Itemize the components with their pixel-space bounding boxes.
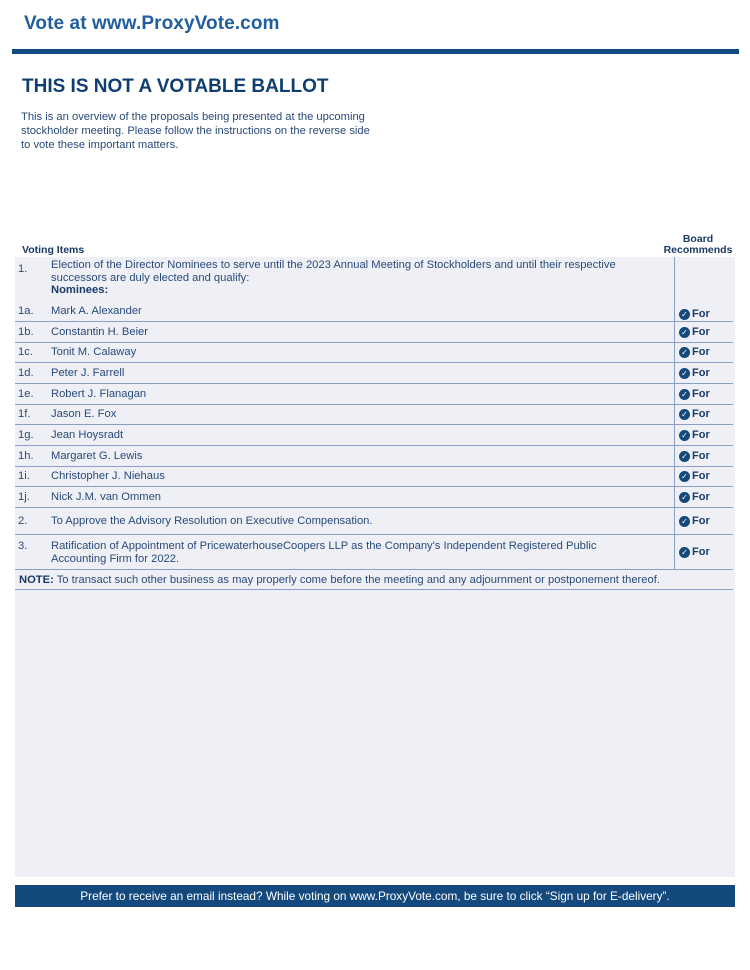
nominee-name: Margaret G. Lewis <box>51 450 143 462</box>
nominee-row <box>15 303 733 322</box>
voting-item-1-row <box>15 257 733 303</box>
check-circle-icon: ✓ <box>679 309 690 320</box>
nominee-row <box>15 405 733 425</box>
board-recommendation <box>679 450 710 462</box>
recommendation-label: For <box>692 346 710 358</box>
nominee-name: Robert J. Flanagan <box>51 388 147 400</box>
recommendation-label: For <box>692 308 710 320</box>
nominee-row <box>15 343 733 363</box>
recommendation-label: For <box>692 326 710 338</box>
column-divider <box>674 535 675 570</box>
nominee-name: Tonit M. Calaway <box>51 346 137 358</box>
note-label: NOTE: <box>19 574 54 586</box>
check-circle-icon: ✓ <box>679 516 690 527</box>
item-number: 1. <box>18 263 28 275</box>
nominee-row <box>15 487 733 508</box>
column-divider <box>674 487 675 508</box>
nominee-row <box>15 446 733 467</box>
column-divider <box>674 257 675 303</box>
column-divider <box>674 446 675 467</box>
ballot-title: THIS IS NOT A VOTABLE BALLOT <box>22 76 329 97</box>
nominees-label: Nominees: <box>51 284 109 296</box>
item-text: To Approve the Advisory Resolution on Executive Compensation. <box>51 515 373 527</box>
nominee-name: Jason E. Fox <box>51 408 117 420</box>
nominee-number: 1g. <box>18 429 34 441</box>
nominee-row <box>15 363 733 384</box>
nominee-number: 1h. <box>18 450 34 462</box>
check-circle-icon: ✓ <box>679 389 690 400</box>
recommendation-label: For <box>692 546 710 558</box>
nominee-name: Christopher J. Niehaus <box>51 470 165 482</box>
column-divider <box>674 467 675 487</box>
nominee-name: Mark A. Alexander <box>51 305 142 317</box>
item-number: 2. <box>18 515 28 527</box>
board-recommendation <box>679 408 710 420</box>
board-recommends-label-line1: Board <box>682 233 714 245</box>
board-recommendation <box>679 367 710 379</box>
proxyvote-header-link[interactable]: Vote at www.ProxyVote.com <box>24 13 280 34</box>
board-recommendation <box>679 546 710 558</box>
nominee-row <box>15 384 733 405</box>
check-circle-icon: ✓ <box>679 492 690 503</box>
item-1-description: Election of the Director Nominees to serve until the 2023 Annual Meeting of Stockholders and until their respective successors are duly elected and qualify: <box>51 259 616 284</box>
recommendation-label: For <box>692 388 710 400</box>
recommendation-label: For <box>692 408 710 420</box>
board-recommendation <box>679 470 710 482</box>
nominee-name: Peter J. Farrell <box>51 367 125 379</box>
voting-item-3-row <box>15 535 733 570</box>
recommendation-label: For <box>692 515 710 527</box>
check-circle-icon: ✓ <box>679 368 690 379</box>
check-circle-icon: ✓ <box>679 451 690 462</box>
item-number: 3. <box>18 540 28 552</box>
note-body: To transact such other business as may properly come before the meeting and any adjournment or postponement thereof. <box>53 574 660 586</box>
board-recommendation <box>679 346 710 358</box>
column-divider <box>674 508 675 535</box>
recommendation-label: For <box>692 429 710 441</box>
board-recommends-header <box>660 234 736 256</box>
board-recommends-label-line2: Recommends <box>663 244 733 256</box>
note-text <box>19 574 660 586</box>
check-circle-icon: ✓ <box>679 471 690 482</box>
nominee-number: 1d. <box>18 367 34 379</box>
nominee-number: 1c. <box>18 346 33 358</box>
nominee-row <box>15 425 733 446</box>
nominee-name: Constantin H. Beier <box>51 326 149 338</box>
nominee-number: 1f. <box>18 408 31 420</box>
nominee-number: 1i. <box>18 470 30 482</box>
nominee-row <box>15 467 733 487</box>
board-recommendation <box>679 491 710 503</box>
column-divider <box>674 303 675 322</box>
board-recommendation <box>679 429 710 441</box>
column-divider <box>674 363 675 384</box>
recommendation-label: For <box>692 367 710 379</box>
recommendation-label: For <box>692 470 710 482</box>
recommendation-label: For <box>692 450 710 462</box>
note-divider <box>15 589 733 590</box>
nominee-number: 1j. <box>18 491 30 503</box>
board-recommendation <box>679 388 710 400</box>
board-recommendation <box>679 515 710 527</box>
item-text <box>51 259 651 297</box>
intro-paragraph: This is an overview of the proposals being presented at the upcoming stockholder meeting. Please follow the instructions on the reverse side to vote these important matters. <box>21 111 370 151</box>
recommendation-label: For <box>692 491 710 503</box>
nominee-row <box>15 322 733 343</box>
nominee-name: Nick J.M. van Ommen <box>51 491 162 503</box>
board-recommendation <box>679 308 710 320</box>
check-circle-icon: ✓ <box>679 430 690 441</box>
column-divider <box>674 384 675 405</box>
check-circle-icon: ✓ <box>679 409 690 420</box>
check-circle-icon: ✓ <box>679 547 690 558</box>
voting-items-header: Voting Items <box>22 244 85 256</box>
check-circle-icon: ✓ <box>679 327 690 338</box>
header-divider <box>12 49 739 54</box>
column-divider <box>674 405 675 425</box>
column-divider <box>674 425 675 446</box>
item-text: Ratification of Appointment of PricewaterhouseCoopers LLP as the Company's Independent Registered Public Accounting Firm for 2022. <box>51 540 597 565</box>
nominee-number: 1e. <box>18 388 34 400</box>
check-circle-icon: ✓ <box>679 347 690 358</box>
edelivery-banner: Prefer to receive an email instead? While voting on www.ProxyVote.com, be sure to click “Sign up for E-delivery”. <box>15 885 735 907</box>
nominee-number: 1a. <box>18 305 34 317</box>
nominee-number: 1b. <box>18 326 34 338</box>
nominee-name: Jean Hoysradt <box>51 429 124 441</box>
board-recommendation <box>679 326 710 338</box>
column-divider <box>674 322 675 343</box>
voting-item-2-row <box>15 508 733 535</box>
column-divider <box>674 343 675 363</box>
